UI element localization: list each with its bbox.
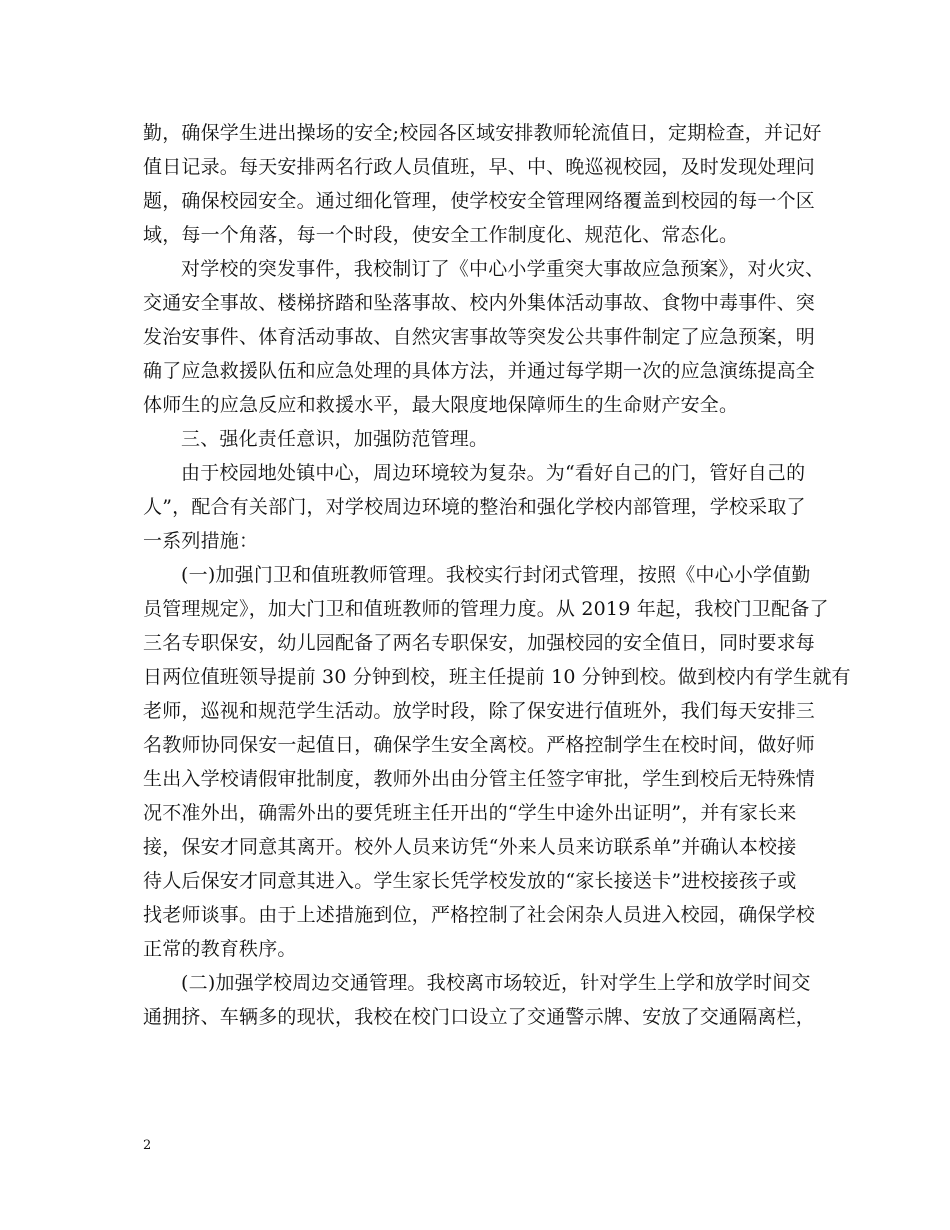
text-line: 员管理规定》，加大门卫和值班教师的管理力度。从 2019 年起，我校门卫配备了 [143, 598, 829, 620]
text-line: 日两位值班领导提前 30 分钟到校，班主任提前 10 分钟到校。做到校内有学生就有 [143, 666, 851, 688]
text-line: 题，确保校园安全。通过细化管理，使学校安全管理网络覆盖到校园的每一个区 [143, 190, 816, 212]
text-line: 对学校的突发事件，我校制订了《中心小学重突大事故应急预案》，对火灾、 [181, 258, 825, 280]
text-line: 勤，确保学生进出操场的安全;校园各区域安排教师轮流值日，定期检查，并记好 [143, 122, 822, 144]
text-line: 一系列措施： [143, 530, 259, 552]
text-line: 接，保安才同意其离开。校外人员来访凭“外来人员来访联系单”并确认本校接 [143, 836, 797, 858]
document-body [143, 116, 851, 1034]
text-line: 人”，配合有关部门，对学校周边环境的整治和强化学校内部管理，学校采取了 [143, 496, 806, 518]
text-line: 待人后保安才同意其进入。学生家长凭学校发放的“家长接送卡”进校接孩子或 [143, 870, 797, 892]
text-line: 由于校园地处镇中心，周边环境较为复杂。为“看好自己的门，管好自己的 [181, 462, 806, 484]
text-line: 老师，巡视和规范学生活动。放学时段，除了保安进行值班外，我们每天安排三 [143, 700, 816, 722]
text-line: 生出入学校请假审批制度，教师外出由分管主任签字审批，学生到校后无特殊情 [143, 768, 816, 790]
text-line: 域，每一个角落，每一个时段，使安全工作制度化、规范化、常态化。 [143, 224, 739, 246]
text-line: 值日记录。每天安排两名行政人员值班，早、中、晚巡视校园，及时发现处理问 [143, 156, 816, 178]
text-line: 三、强化责任意识，加强防范管理。 [181, 428, 489, 450]
text-line: (二)加强学校周边交通管理。我校离市场较近，针对学生上学和放学时间交 [181, 972, 811, 994]
text-line: 交通安全事故、楼梯挤踏和坠落事故、校内外集体活动事故、食物中毒事件、突 [143, 292, 816, 314]
text-line: 找老师谈事。由于上述措施到位，严格控制了社会闲杂人员进入校园，确保学校 [143, 904, 816, 926]
text-line: 通拥挤、车辆多的现状，我校在校门口设立了交通警示牌、安放了交通隔离栏， [143, 1006, 816, 1028]
text-line: 确了应急救援队伍和应急处理的具体方法，并通过每学期一次的应急演练提高全 [143, 360, 816, 382]
text-line: 况不准外出，确需外出的要凭班主任开出的“学生中途外出证明”，并有家长来 [143, 802, 797, 824]
text-line: 发治安事件、体育活动事故、自然灾害事故等突发公共事件制定了应急预案，明 [143, 326, 816, 348]
text-line: (一)加强门卫和值班教师管理。我校实行封闭式管理，按照《中心小学值勤 [181, 564, 811, 586]
text-line: 名教师协同保安一起值日，确保学生安全离校。严格控制学生在校时间，做好师 [143, 734, 816, 756]
text-line: 体师生的应急反应和救援水平，最大限度地保障师生的生命财产安全。 [143, 394, 739, 416]
text-line: 三名专职保安，幼儿园配备了两名专职保安，加强校园的安全值日，同时要求每 [143, 632, 816, 654]
page-number: 2 [143, 1138, 152, 1153]
text-line: 正常的教育秩序。 [143, 938, 297, 960]
